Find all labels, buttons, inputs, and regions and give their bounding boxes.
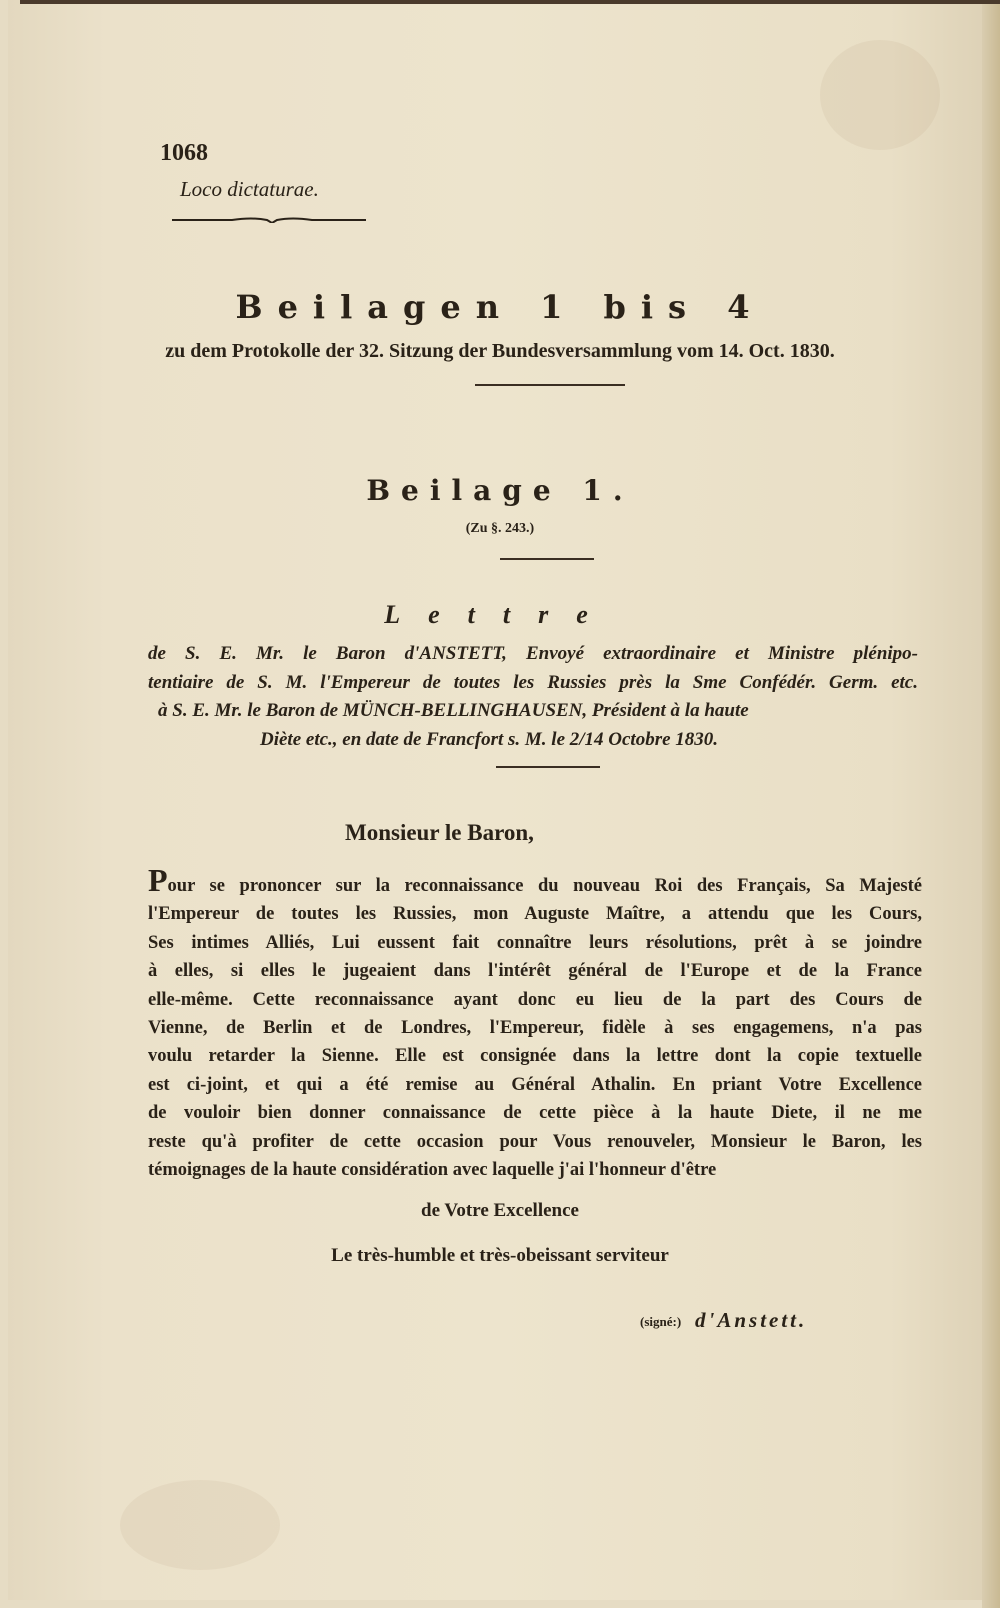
body-line: est ci-joint, et qui a été remise au Général Athalin. En priant Votre Excellence bbox=[148, 1074, 922, 1095]
body-line: Vienne, de Berlin et de Londres, l'Empereur, fidèle à ses engagemens, n'a pas bbox=[148, 1018, 922, 1039]
section-reference: (Zu §. 243.) bbox=[465, 521, 535, 536]
main-title: Beilagen 1 bis 4 bbox=[235, 288, 765, 326]
body-line-text: our se prononcer sur la reconnaissance du nouveau Roi des Français, Sa Majesté bbox=[167, 876, 922, 896]
body-line: elle-même. Cette reconnaissance ayant donc eu lieu de la part des Cours de bbox=[148, 989, 922, 1010]
letter-address bbox=[148, 640, 918, 754]
letter-heading: Lettre bbox=[384, 600, 616, 629]
closing-line: Le très-humble et très-obeissant serviteur bbox=[331, 1245, 669, 1266]
salutation: Monsieur le Baron, bbox=[345, 820, 534, 845]
signature: d'Anstett. bbox=[695, 1308, 808, 1332]
address-line: Diète etc., en date de Francfort s. M. le 2/14 Octobre 1830. bbox=[260, 728, 719, 750]
divider bbox=[496, 766, 600, 768]
body-line: de vouloir bien donner connaissance de cette pièce à la haute Diete, il ne me bbox=[148, 1103, 922, 1124]
signed-note: (signé:) bbox=[640, 1314, 682, 1329]
document-page bbox=[8, 0, 988, 1600]
body-line: l'Empereur de toutes les Russies, mon Auguste Maître, a attendu que les Cours, bbox=[148, 904, 922, 925]
body-line: voulu retarder la Sienne. Elle est consignée dans la lettre dont la copie textuelle bbox=[148, 1046, 922, 1067]
paper-stain bbox=[120, 1480, 280, 1570]
body-line: Ses intimes Alliés, Lui eussent fait connaître leurs résolutions, prêt à se joindre bbox=[148, 932, 922, 953]
paper-stain bbox=[820, 40, 940, 150]
section-title: Beilage 1. bbox=[366, 474, 634, 507]
divider bbox=[500, 558, 594, 560]
divider bbox=[475, 384, 625, 386]
address-line: tentiaire de S. M. l'Empereur de toutes les Russies près la Sme Confédér. Germ. etc. bbox=[148, 671, 918, 693]
body-line: à elles, si elles le jugeaient dans l'intérêt général de l'Europe et de la France bbox=[148, 961, 922, 982]
body-line: reste qu'à profiter de cette occasion pour Vous renouveler, Monsieur le Baron, les bbox=[148, 1131, 922, 1152]
top-border bbox=[20, 0, 1000, 4]
page-edge bbox=[982, 0, 1000, 1608]
closing-line: de Votre Excellence bbox=[421, 1200, 579, 1221]
body-line bbox=[148, 862, 922, 900]
address-line: de S. E. Mr. le Baron d'ANSTETT, Envoyé extraordinaire et Ministre plénipo- bbox=[148, 643, 918, 664]
body-line: témoignages de la haute considération avec laquelle j'ai l'honneur d'être bbox=[148, 1160, 717, 1181]
ornament-rule bbox=[172, 217, 366, 223]
page-number: 1068 bbox=[160, 140, 208, 166]
address-line: à S. E. Mr. le Baron de MÜNCH-BELLINGHAUSEN, Président à la haute bbox=[158, 700, 749, 721]
letter-body bbox=[148, 862, 922, 1184]
drop-cap: P bbox=[148, 862, 168, 898]
subtitle: zu dem Protokolle der 32. Sitzung der Bundesversammlung vom 14. Oct. 1830. bbox=[165, 340, 835, 362]
loco-note: Loco dictaturae. bbox=[180, 177, 319, 201]
